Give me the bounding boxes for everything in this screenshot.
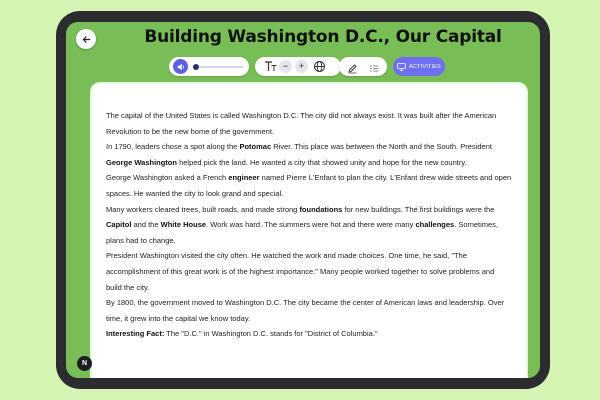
passage-text: Many workers cleared trees, built roads, and made strong [106,204,300,214]
vocabulary-term: engineer [228,173,260,183]
increase-text-button[interactable]: + [295,60,308,73]
text-size-icon[interactable] [264,60,278,78]
passage-text: and the [131,220,161,230]
passage-text: for new buildings. The first buildings were the [342,204,495,214]
passage-paragraph [106,326,512,342]
vocabulary-term: George Washington [106,157,177,167]
passage-paragraph [106,170,512,201]
decrease-text-button[interactable]: − [279,60,292,73]
vocabulary-term: Interesting Fact: [106,329,165,339]
speaker-icon [177,63,185,71]
vocabulary-term: challenges [415,220,455,230]
reading-card [90,82,528,378]
reading-passage [106,108,512,342]
passage-text: The capital of the United States is called Washington D.C. The city did not always exist. It was built after the American Revolution to be the new home of the government. [106,111,497,136]
passage-paragraph [106,295,512,326]
page-title: Building Washington D.C., Our Capital [144,27,502,47]
assistant-button[interactable]: N [77,356,92,371]
activities-label: ACTIVITIES [409,63,441,70]
passage-text: . Work was hard. The summers were hot and there were many [206,220,416,230]
passage-text: By 1800, the government moved to Washington D.C. The city became the center of American laws and leadership. Over time, it grew into the capital we know today. [106,298,505,323]
passage-text: River. This place was between the North and the South. President [271,142,492,152]
app-screen [66,22,540,378]
vocabulary-term: Potomac [239,142,272,152]
arrow-left-icon [82,35,91,44]
passage-text: In 1790, leaders chose a spot along the [106,142,240,152]
vocabulary-term: White House [160,220,207,230]
monitor-icon [397,63,406,71]
back-button[interactable] [76,29,96,49]
vocabulary-term: Capitol [106,220,132,230]
reading-tools [339,57,387,76]
play-audio-button[interactable] [173,59,188,74]
passage-text: named Pierre L'Enfant to plan the city. L'Enfant drew wide streets and open spaces. He wanted the city to look grand and special. [106,173,512,198]
passage-text: President Washington visited the city often. He watched the work and made choices. One time, he said, "The accomplishment of this great work is of the highest importance." Many people worked together to solve problems and build the city. [106,251,495,292]
passage-paragraph [106,139,512,170]
passage-text: . Sometimes, plans had to change. [106,220,498,245]
audio-progress-handle[interactable] [193,64,199,70]
passage-paragraph [106,202,512,249]
audio-progress-bar[interactable] [193,66,243,68]
globe-icon[interactable] [313,60,326,78]
list-icon[interactable] [369,61,380,79]
vocabulary-term: foundations [299,204,343,214]
passage-text: helped pick the land. He wanted a city that showed unity and hope for the new country. [176,157,467,167]
audio-player [169,57,249,76]
passage-paragraph [106,108,512,139]
text-controls [255,57,341,76]
activities-button[interactable] [393,57,445,76]
passage-text: George Washington asked a French [106,173,229,183]
passage-text: The "D.C." in Washington D.C. stands for "District of Columbia." [164,329,378,339]
pen-icon[interactable] [347,61,358,79]
passage-paragraph [106,248,512,295]
